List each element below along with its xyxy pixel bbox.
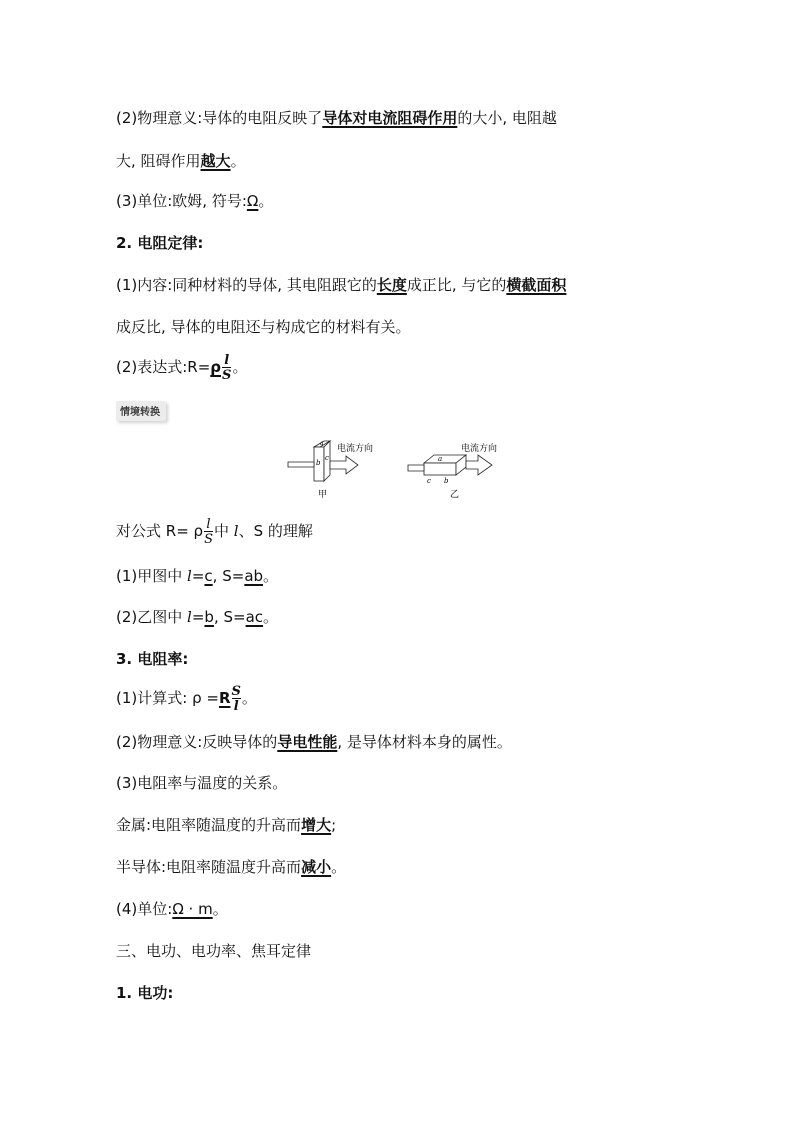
section-heading-resistivity: 3. 电阻率: (116, 650, 189, 668)
direction-label-left: 电流方向 (337, 444, 374, 454)
subsection-heading-work: 1. 电功: (116, 984, 174, 1002)
denominator: S (204, 531, 213, 547)
answer-blank: b (204, 608, 214, 626)
semiconductor-line (116, 857, 346, 877)
text: 。 (232, 358, 248, 376)
resistivity-meaning-line (116, 732, 512, 752)
text: 成正比, 与它的 (406, 276, 507, 294)
caption-right: 乙 (450, 490, 460, 500)
meaning-line (116, 108, 557, 128)
text: 的大小, 电阻越 (457, 109, 557, 127)
label-b: b (316, 459, 321, 467)
answer-blank: 横截面积 (506, 276, 567, 294)
label-b: b (444, 477, 449, 485)
section-heading-resistance-law: 2. 电阻定律: (116, 234, 204, 252)
resistivity-unit-line (116, 899, 228, 919)
text: (2)表达式:R= (116, 358, 211, 376)
formula-understanding-line (116, 513, 313, 549)
block-left (314, 440, 330, 481)
label-a: a (320, 440, 324, 447)
answer-blank: R (218, 689, 231, 707)
text: 。 (258, 192, 274, 210)
answer-blank: 增大 (301, 816, 332, 834)
fraction (204, 518, 213, 546)
text: 。 (263, 567, 279, 585)
label-c: c (427, 477, 431, 485)
denominator: S (222, 367, 232, 383)
direction-label-right: 电流方向 (461, 444, 498, 454)
text: (3)单位:欧姆, 符号: (116, 192, 247, 210)
text: 。 (263, 608, 279, 626)
text: 对公式 R= ρ (116, 522, 204, 540)
content-line (116, 275, 566, 295)
text: 大, 阻碍作用 (116, 152, 201, 170)
case-yi-line (116, 607, 278, 627)
block-right (424, 455, 466, 485)
text: (2)物理意义:反映导体的 (116, 733, 278, 751)
symbol-l: l (187, 608, 192, 626)
case-jia-line (116, 566, 278, 586)
symbol-l: l (187, 567, 192, 585)
scenario-badge: 情境转换 (116, 401, 166, 421)
answer-blank: Ω · m (172, 900, 213, 918)
unit-line (116, 191, 273, 211)
text: (1)甲图中 (116, 567, 188, 585)
text: 、S 的理解 (238, 522, 313, 540)
numerator: S (231, 683, 241, 699)
answer-blank: 导体对电流阻碍作用 (322, 109, 458, 127)
text: = (191, 608, 205, 626)
answer-blank: Ω (246, 192, 259, 210)
text: 。 (230, 152, 246, 170)
numerator: l (206, 516, 211, 532)
text: 中 (213, 522, 234, 540)
resistivity-formula-line (116, 680, 257, 716)
meaning-line-cont (116, 151, 246, 171)
formula-line (116, 350, 247, 384)
text: 金属:电阻率随温度的升高而 (116, 816, 302, 834)
numerator: l (224, 352, 230, 368)
answer-blank: c (204, 567, 213, 585)
answer-blank: 导电性能 (277, 733, 338, 751)
text: 半导体:电阻率随温度升高而 (116, 858, 302, 876)
text: 。 (212, 900, 228, 918)
text: , 是导体材料本身的属性。 (337, 733, 512, 751)
answer-blank: ac (245, 608, 264, 626)
text: (4)单位: (116, 900, 173, 918)
answer-blank: 减小 (301, 858, 332, 876)
answer-blank: ab (244, 567, 264, 585)
denominator: l (232, 698, 241, 713)
text: = (191, 567, 205, 585)
text: 。 (241, 689, 257, 707)
label-c: c (325, 454, 329, 462)
text: ; (331, 816, 337, 834)
content-line-cont: 成反比, 导体的电阻还与构成它的材料有关。 (116, 318, 411, 336)
conductor-diagram (286, 437, 516, 505)
symbol-l: l (233, 522, 239, 540)
text: (2)乙图中 (116, 608, 188, 626)
text: (1)内容:同种材料的导体, 其电阻跟它的 (116, 276, 377, 294)
section-heading-electric-work: 三、电功、电功率、焦耳定律 (116, 942, 312, 960)
text: (1)计算式: ρ = (116, 689, 219, 707)
metal-line (116, 815, 336, 835)
answer-blank: 长度 (376, 276, 407, 294)
label-a: a (438, 455, 443, 463)
text: 。 (331, 858, 347, 876)
answer-blank: ρ (210, 358, 222, 376)
caption-left: 甲 (318, 490, 328, 500)
fraction (232, 685, 241, 713)
text: , S= (212, 567, 245, 585)
fraction (222, 354, 231, 382)
temperature-relation-line: (3)电阻率与温度的关系。 (116, 774, 288, 792)
text: , S= (213, 608, 246, 626)
answer-blank: 越大 (200, 152, 231, 170)
text: (2)物理意义:导体的电阻反映了 (116, 109, 323, 127)
